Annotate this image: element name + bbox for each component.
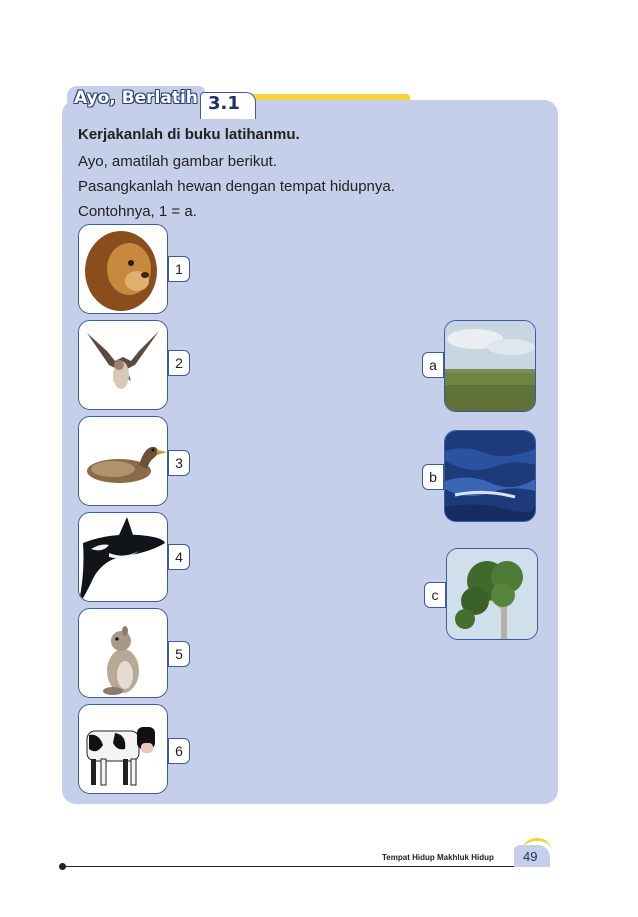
running-title: Tempat Hidup Makhluk Hidup (382, 853, 494, 862)
instruction-text: Kerjakanlah di buku latihanmu. (78, 126, 300, 143)
ocean-icon (444, 430, 536, 522)
animal-label-5: 5 (168, 641, 190, 667)
orca-icon (78, 512, 168, 602)
body-line-2: Pasangkanlah hewan dengan tempat hidupnya. (78, 178, 395, 195)
body-line-1: Ayo, amatilah gambar berikut. (78, 153, 277, 170)
animal-label-2: 2 (168, 350, 190, 376)
exercise-title: Ayo, Berlatih (74, 88, 198, 108)
tree-icon (446, 548, 538, 640)
lion-icon (78, 224, 168, 314)
cow-icon (78, 704, 168, 794)
header-accent-bar (252, 94, 410, 100)
exercise-number: 3.1 (208, 93, 240, 114)
body-line-3: Contohnya, 1 = a. (78, 203, 197, 220)
footer-rule (62, 866, 522, 867)
squirrel-icon (78, 608, 168, 698)
bat-icon (78, 320, 168, 410)
page-number: 49 (523, 849, 538, 864)
animal-label-1: 1 (168, 256, 190, 282)
animal-label-4: 4 (168, 544, 190, 570)
duck-icon (78, 416, 168, 506)
animal-label-6: 6 (168, 738, 190, 764)
habitat-label-b: b (422, 464, 444, 490)
grassland-icon (444, 320, 536, 412)
habitat-label-c: c (424, 582, 446, 608)
animal-label-3: 3 (168, 450, 190, 476)
habitat-label-a: a (422, 352, 444, 378)
